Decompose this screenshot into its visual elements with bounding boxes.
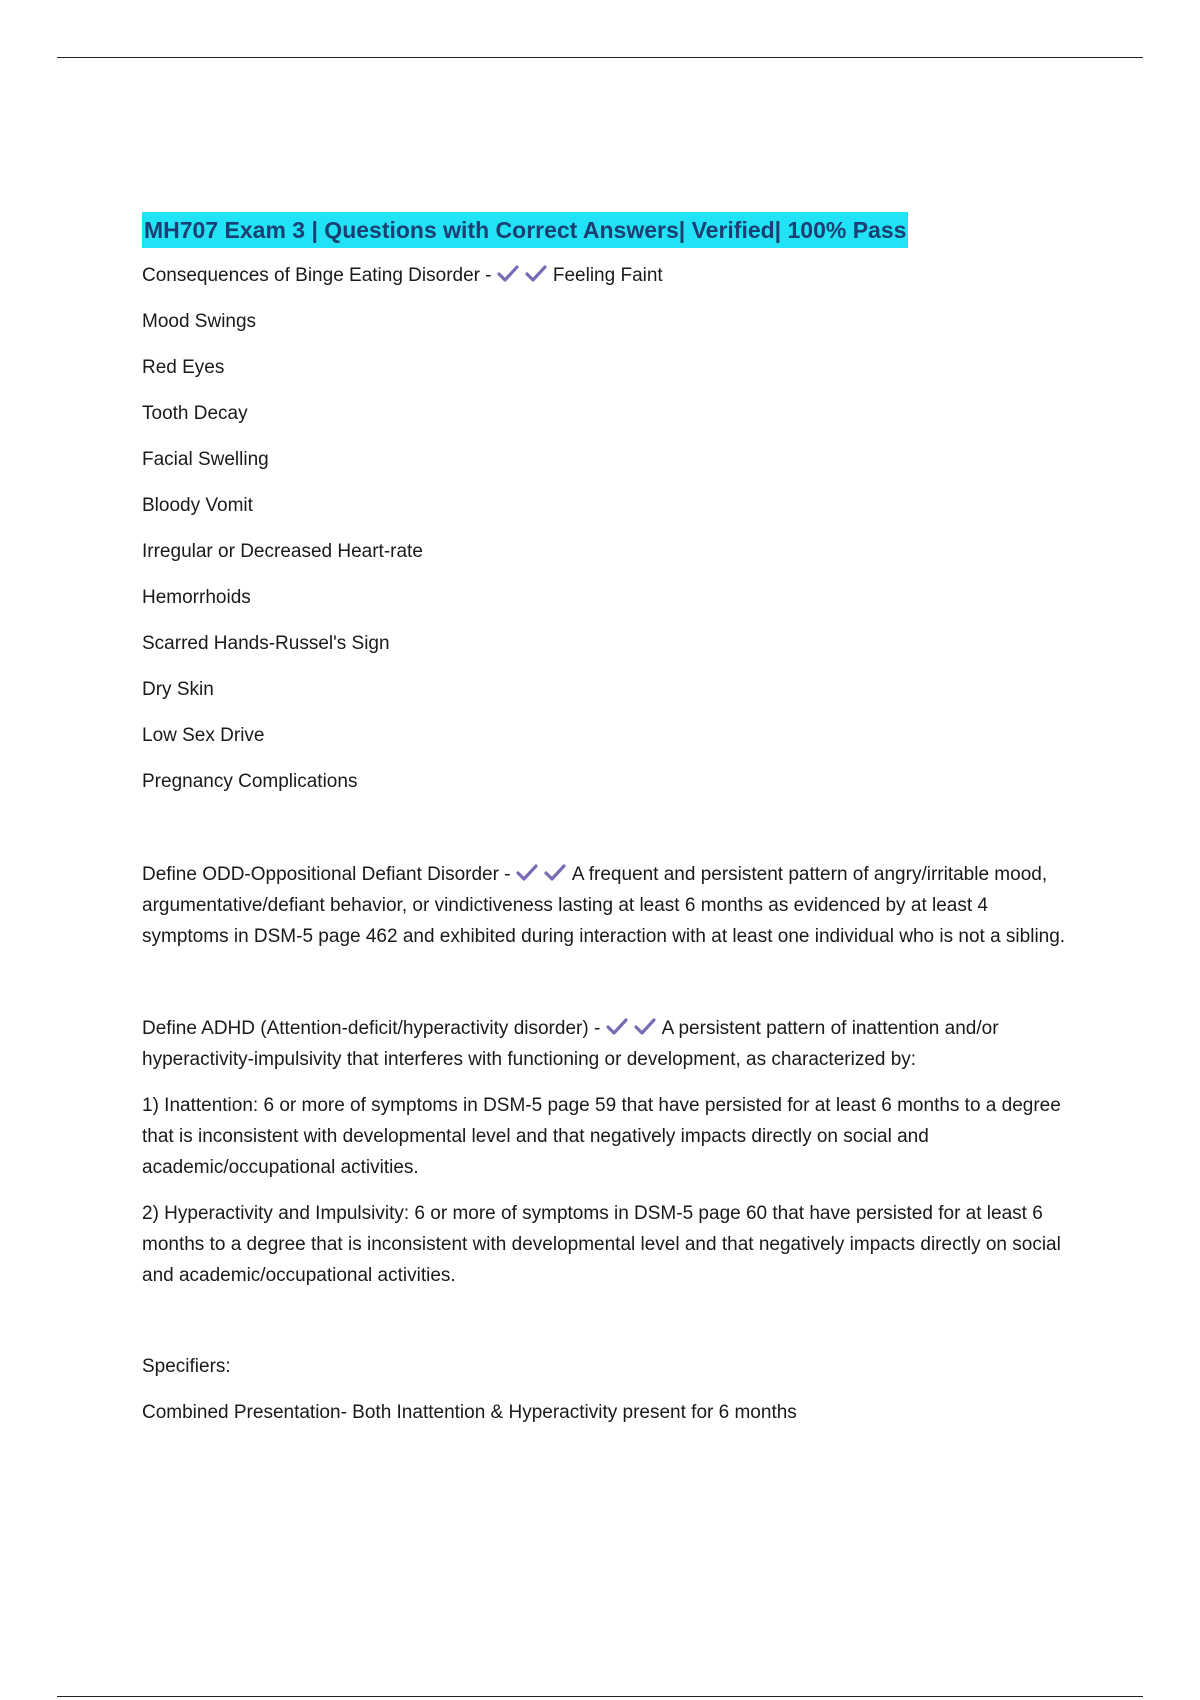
check-icon [525,265,547,283]
bottom-rule [57,1696,1143,1697]
check-icon [606,1018,628,1036]
top-rule [57,57,1143,58]
adhd-point-inattention: 1) Inattention: 6 or more of symptoms in DSM-5 page 59 that have persisted for at least 6 months to a degree that is inconsistent with developmental level and that negatively impacts directly on social and academic/occupational activities. [142,1095,1061,1178]
list-item: Mood Swings [142,311,257,332]
question-odd [142,859,1067,952]
specifiers-label: Specifiers: [142,1356,231,1377]
adhd-point-hyperactivity: 2) Hyperactivity and Impulsivity: 6 or more of symptoms in DSM-5 page 60 that have persisted for at least 6 months to a degree that is inconsistent with developmental level and that negatively impacts directly on social and academic/occupational activities. [142,1203,1061,1286]
question-binge-eating [142,260,1067,291]
check-icon [497,265,519,283]
list-item: Low Sex Drive [142,725,265,746]
check-icon [516,864,538,882]
list-item: Tooth Decay [142,403,248,424]
list-item: Scarred Hands-Russel's Sign [142,633,390,654]
list-item: Dry Skin [142,679,214,700]
list-item: Red Eyes [142,357,225,378]
answer-text: A frequent and persistent pattern of angry/irritable mood, argumentative/defiant behavior, or vindictiveness lasting at least 6 months as evidenced by at least 4 symptoms in DSM-5 page 462 and exhibited during interaction with at least one individual who is not a sibling. [142,864,1066,947]
list-item: Irregular or Decreased Heart-rate [142,541,423,562]
question-prompt: Define ADHD (Attention-deficit/hyperactivity disorder) - [142,1018,601,1039]
answer-text: Feeling Faint [552,265,663,286]
question-prompt: Consequences of Binge Eating Disorder - [142,265,492,286]
list-item: Hemorrhoids [142,587,251,608]
document-body [142,212,1067,1443]
list-item: Pregnancy Complications [142,771,358,792]
specifier-combined: Combined Presentation- Both Inattention & Hyperactivity present for 6 months [142,1402,797,1423]
answer-text: A persistent pattern of inattention and/or hyperactivity-impulsivity that interferes with functioning or development, as characterized by: [142,1018,999,1070]
question-prompt: Define ODD-Oppositional Defiant Disorder - [142,864,511,885]
document-title: MH707 Exam 3 | Questions with Correct Answers| Verified| 100% Pass [142,212,908,248]
question-adhd [142,1013,1067,1075]
check-icon [544,864,566,882]
list-item: Bloody Vomit [142,495,253,516]
list-item: Facial Swelling [142,449,269,470]
check-icon [634,1018,656,1036]
